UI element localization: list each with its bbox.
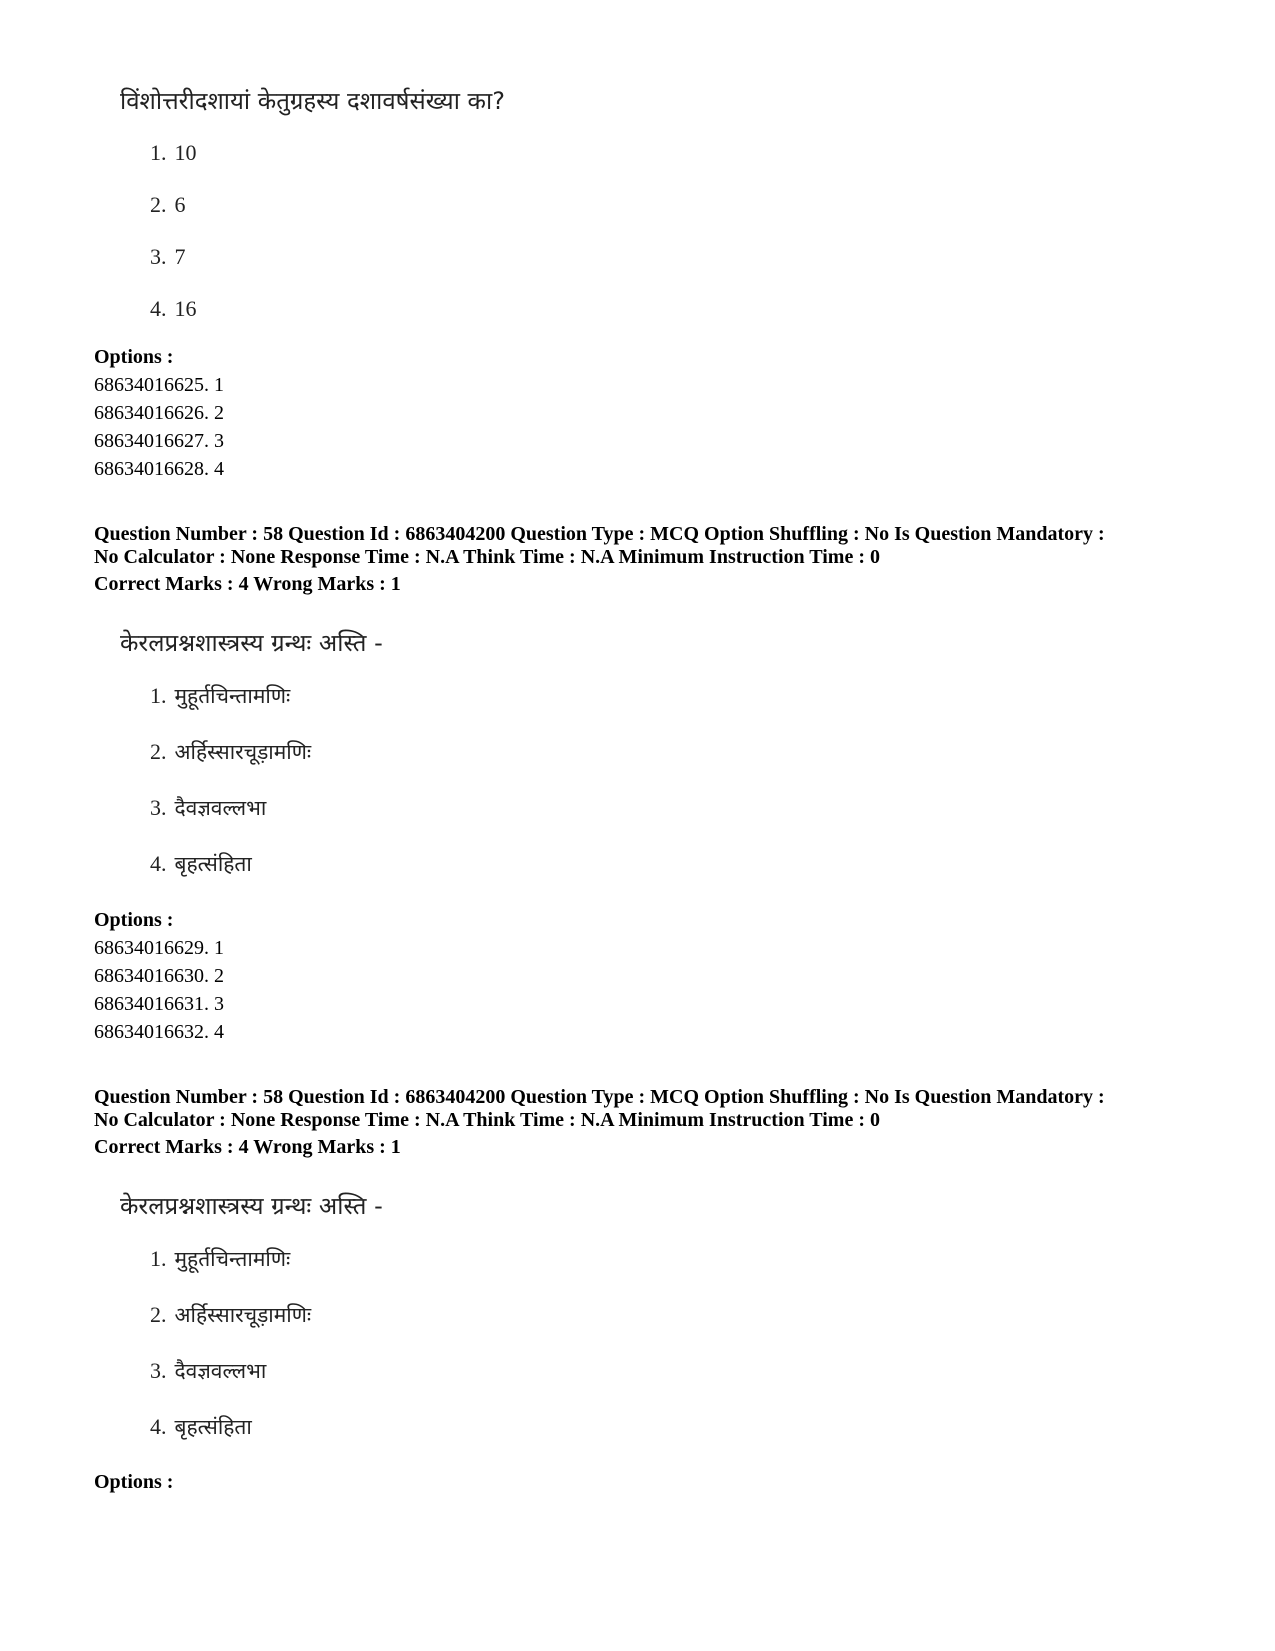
choice-number: 1. [150, 683, 167, 708]
choice-number: 3. [150, 244, 167, 269]
option-row: 68634016631. 3 [94, 993, 224, 1015]
choice-item [150, 850, 252, 878]
choice-number: 2. [150, 1302, 167, 1327]
choice-number: 4. [150, 296, 167, 321]
choice-item [150, 192, 186, 218]
question-marks: Correct Marks : 4 Wrong Marks : 1 [94, 1136, 401, 1158]
choice-text: 10 [174, 140, 197, 165]
option-row: 68634016632. 4 [94, 1021, 224, 1043]
question-meta-line1: Question Number : 58 Question Id : 6863404200 Question Type : MCQ Option Shuffling : No Is Question Mandatory : [94, 1086, 1105, 1108]
choice-number: 3. [150, 795, 167, 820]
choice-text: 16 [174, 296, 197, 321]
choice-number: 4. [150, 1414, 167, 1439]
question-text: विंशोत्तरीदशायां केतुग्रहस्य दशावर्षसंख्या का? [120, 87, 505, 115]
choice-text: अर्हिस्सारचूड़ामणिः [174, 1303, 312, 1327]
choice-number: 4. [150, 851, 167, 876]
choice-text: अर्हिस्सारचूड़ामणिः [174, 740, 312, 764]
choice-item [150, 1301, 311, 1329]
option-row: 68634016628. 4 [94, 458, 224, 480]
question-marks: Correct Marks : 4 Wrong Marks : 1 [94, 573, 401, 595]
choice-number: 3. [150, 1358, 167, 1383]
choice-number: 1. [150, 140, 167, 165]
choice-item [150, 244, 186, 270]
question-text: केरलप्रश्नशास्त्रस्य ग्रन्थः अस्ति - [120, 629, 383, 657]
choice-item [150, 682, 290, 710]
choice-text: मुहूर्तचिन्तामणिः [174, 684, 291, 708]
choice-number: 1. [150, 1246, 167, 1271]
choice-item [150, 140, 197, 166]
choice-text: दैवज्ञवल्लभा [174, 796, 267, 820]
choice-number: 2. [150, 192, 167, 217]
choice-item [150, 1413, 252, 1441]
choice-number: 2. [150, 739, 167, 764]
choice-item [150, 794, 266, 822]
option-row: 68634016629. 1 [94, 937, 224, 959]
option-row: 68634016625. 1 [94, 374, 224, 396]
option-row: 68634016630. 2 [94, 965, 224, 987]
option-row: 68634016626. 2 [94, 402, 224, 424]
options-heading: Options : [94, 1471, 174, 1493]
choice-text: दैवज्ञवल्लभा [174, 1359, 267, 1383]
choice-item [150, 1245, 290, 1273]
question-meta-line2: No Calculator : None Response Time : N.A Think Time : N.A Minimum Instruction Time : 0 [94, 1109, 880, 1131]
choice-text: बृहत्संहिता [174, 852, 252, 876]
choice-text: 7 [174, 244, 186, 269]
choice-text: बृहत्संहिता [174, 1415, 252, 1439]
choice-item [150, 738, 311, 766]
choice-item [150, 296, 197, 322]
question-meta-line1: Question Number : 58 Question Id : 6863404200 Question Type : MCQ Option Shuffling : No Is Question Mandatory : [94, 523, 1105, 545]
choice-text: मुहूर्तचिन्तामणिः [174, 1247, 291, 1271]
options-heading: Options : [94, 909, 174, 931]
choice-text: 6 [174, 192, 186, 217]
question-text: केरलप्रश्नशास्त्रस्य ग्रन्थः अस्ति - [120, 1192, 383, 1220]
options-heading: Options : [94, 346, 174, 368]
question-meta-line2: No Calculator : None Response Time : N.A Think Time : N.A Minimum Instruction Time : 0 [94, 546, 880, 568]
choice-item [150, 1357, 266, 1385]
option-row: 68634016627. 3 [94, 430, 224, 452]
